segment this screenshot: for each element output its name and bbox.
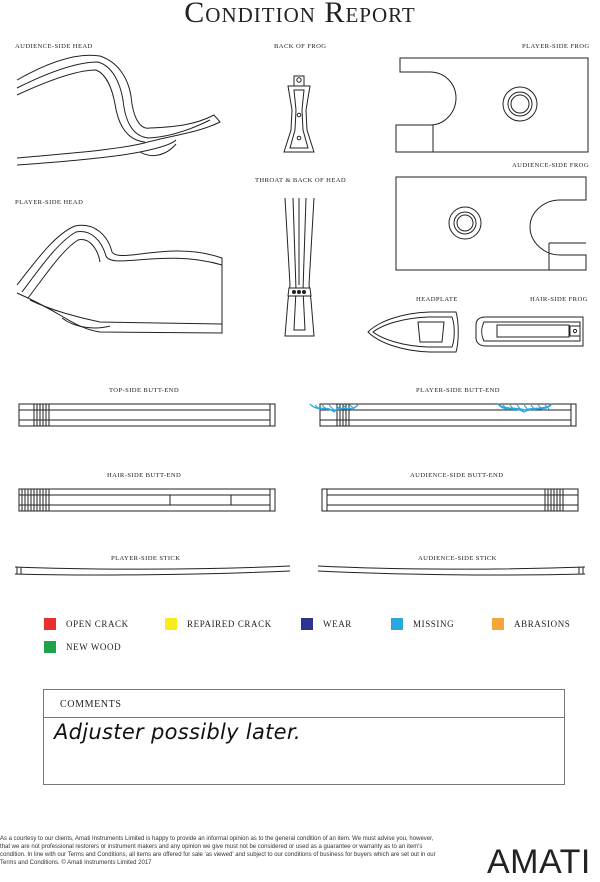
page-title: Condition Report xyxy=(184,0,416,29)
hair-side-butt-end-drawing xyxy=(19,489,275,511)
label-audience-side-butt-end: AUDIENCE-SIDE BUTT-END xyxy=(410,472,504,479)
legend-wear: WEAR xyxy=(323,619,352,629)
legend-swatch-repaired-crack xyxy=(165,618,177,630)
legend-open-crack: OPEN CRACK xyxy=(66,619,129,629)
legend-swatch-new-wood xyxy=(44,641,56,653)
legend-repaired-crack: REPAIRED CRACK xyxy=(187,619,272,629)
hair-side-frog-drawing xyxy=(476,317,583,346)
legend-missing: MISSING xyxy=(413,619,455,629)
legend-new-wood: NEW WOOD xyxy=(66,642,122,652)
audience-side-head-drawing xyxy=(17,55,220,165)
label-hair-side-butt-end: HAIR-SIDE BUTT-END xyxy=(107,472,182,479)
player-side-frog-drawing xyxy=(396,58,588,152)
legend-swatch-missing xyxy=(391,618,403,630)
comments-handwritten-text: Adjuster possibly later. xyxy=(54,720,301,744)
label-back-of-frog: BACK OF FROG xyxy=(274,43,327,50)
label-hair-side-frog: HAIR-SIDE FROG xyxy=(530,296,588,303)
disclaimer-text: As a courtesy to our clients, Amati Instruments Limited is happy to provide an informal opinion as to the general condition of an item. We must advise you, however, that we are not professional restorers or instrument makers and any opinion we give must not be considered or used as a guarantee or warranty as to an item's condition. In line with our Terms and Conditions, all items are offered for sale 'as viewed' and subject to our conditions of business for buyers which are set out in our Terms and Conditions. © Amati Instruments Limited 2017 xyxy=(0,836,436,866)
player-side-stick-drawing xyxy=(15,566,290,575)
legend-abrasions: ABRASIONS xyxy=(514,619,571,629)
top-side-butt-end-drawing xyxy=(19,404,275,426)
audience-side-frog-drawing xyxy=(396,177,586,270)
audience-side-butt-end-drawing xyxy=(322,489,578,511)
headplate-drawing xyxy=(368,312,458,352)
label-player-side-butt-end: PLAYER-SIDE BUTT-END xyxy=(416,387,500,394)
label-audience-side-frog: AUDIENCE-SIDE FROG xyxy=(512,162,589,169)
label-audience-side-head: AUDIENCE-SIDE HEAD xyxy=(15,43,93,50)
label-throat-back-of-head: THROAT & BACK OF HEAD xyxy=(255,177,347,184)
label-player-side-frog: PLAYER-SIDE FROG xyxy=(522,43,590,50)
player-side-butt-end-drawing xyxy=(310,404,576,426)
comments-box[interactable] xyxy=(43,689,565,785)
legend-swatch-wear xyxy=(301,618,313,630)
legend-swatch-abrasions xyxy=(492,618,504,630)
label-audience-side-stick: AUDIENCE-SIDE STICK xyxy=(418,555,497,562)
legend-swatch-open-crack xyxy=(44,618,56,630)
label-top-side-butt-end: TOP-SIDE BUTT-END xyxy=(109,387,179,394)
amati-logo: AMATI xyxy=(487,843,591,881)
label-headplate: HEADPLATE xyxy=(416,296,458,303)
player-side-head-drawing xyxy=(17,225,222,333)
audience-side-stick-drawing xyxy=(318,566,585,575)
label-player-side-head: PLAYER-SIDE HEAD xyxy=(15,199,84,206)
throat-back-of-head-drawing xyxy=(285,198,314,336)
label-player-side-stick: PLAYER-SIDE STICK xyxy=(111,555,181,562)
comments-heading: COMMENTS xyxy=(44,690,564,718)
back-of-frog-drawing xyxy=(284,76,314,152)
